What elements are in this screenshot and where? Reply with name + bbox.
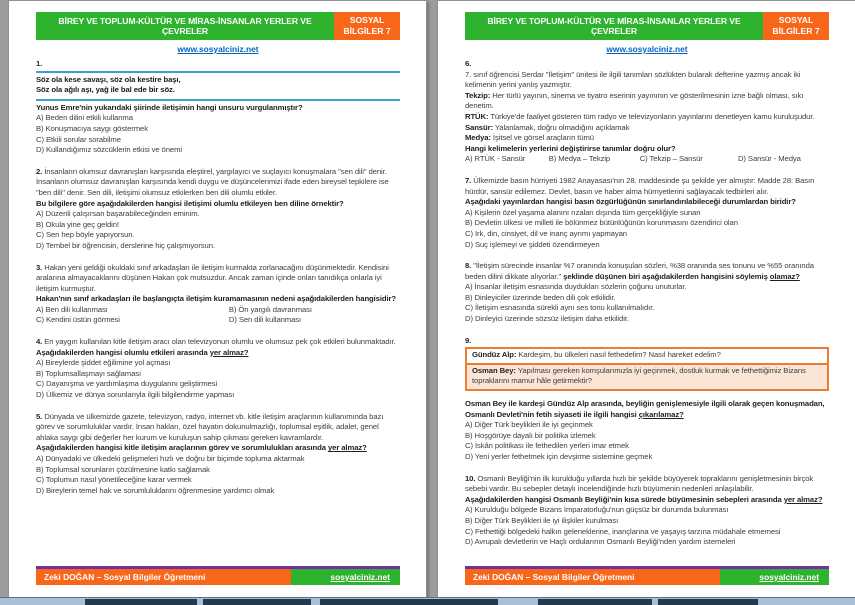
dialog-row: [467, 363, 827, 389]
text-span: "İletişim sürecinde insanlar %7 oranında konuşulan sözleri, %38 oranında ses tonunu ve %55 oranında beden dilini dikkate alıyorlar.": [465, 261, 814, 281]
course-badge-line1: SOSYAL: [349, 15, 385, 26]
text-span: 7.: [465, 175, 472, 185]
footer-row: [465, 569, 829, 585]
answer-option: D) Dinleyici üzerinde sözsüz iletişim daha etkilidir.: [465, 314, 629, 324]
poem-line: Söz ola kese savaşı, söz ola kestire başı,: [36, 74, 181, 84]
taskbar-button[interactable]: [203, 599, 311, 605]
question-paragraph: [36, 412, 400, 444]
text-span: şeklinde düşünen biri aşağıdakilerden hangisini söylemiş: [563, 271, 770, 281]
answer-option: D) Suç işlemeyi ve şiddeti özendirmeyen: [465, 239, 600, 249]
answer-option: B) Ön yargılı davranması: [228, 304, 312, 314]
options-list: [36, 209, 400, 251]
question-paragraph: [465, 91, 829, 112]
question-paragraph: [465, 261, 829, 282]
options-list: [465, 282, 829, 324]
answer-option: C) Kendini üstün görmesi: [36, 315, 120, 325]
poem-block: [36, 74, 400, 101]
answer-option: A) İnsanlar iletişim esnasında duydukları sözlerin çoğunu unuturlar.: [465, 282, 687, 292]
answer-option: A) Dünyadaki ve ülkedeki gelişmeleri hızlı ve doğru bir biçimde topluma aktarmak: [36, 454, 305, 463]
text-span: Osman Bey:: [472, 365, 518, 375]
answer-option: D) Sansür - Medya: [737, 154, 801, 164]
answer-option: D) Ülkemiz ve dünya sorunlarıyla ilgili bilgilendirme yapması: [36, 390, 235, 400]
answer-option: C) Etkili sorular sorabilme: [36, 134, 121, 144]
answer-option: C) Toplumun nasıl yönetileceğine karar vermek: [36, 475, 192, 485]
question: [465, 261, 829, 325]
answer-option: C) Tekzip – Sansür: [639, 154, 703, 164]
text-span: olamaz?: [769, 271, 800, 281]
questions-column: [465, 59, 829, 562]
text-span: Aşağıdakilerden hangisi kitle iletişim araçlarının görev ve sorumlulukları arasında: [36, 443, 328, 453]
question: [36, 412, 400, 497]
answer-option: C) Dayanışma ve yardımlaşma duygularını geliştirmesi: [36, 379, 218, 389]
question-paragraph: [36, 337, 400, 348]
options-list: [465, 154, 829, 165]
text-span: çıkarılamaz?: [638, 409, 684, 419]
answer-option: B) Toplumsal sorunların çözülmesine katkı sağlamak: [36, 464, 210, 474]
taskbar-button[interactable]: [85, 599, 197, 605]
question-paragraph: [465, 112, 829, 123]
text-span: Yapılması gereken komşularımızla iyi geçinmek, dostluk kurmak ve fethettiğimiz Bizans topraklarını mamur hâle getirmektir?: [472, 365, 806, 386]
page-footer: [36, 566, 400, 585]
text-span: 8.: [465, 261, 472, 271]
text-span: 3.: [36, 262, 43, 272]
website-link[interactable]: www.sosyalciniz.net: [177, 44, 259, 54]
course-badge-line2: BİLGİLER 7: [772, 26, 820, 36]
answer-option: C) Sen hep böyle yapıyorsun.: [36, 230, 135, 240]
text-span: Yalanlamak, doğru olmadığını açıklamak: [492, 122, 630, 132]
question: [465, 176, 829, 250]
text-span: Hakan yeni geldiği okuldaki sınıf arkadaşları ile iletişim kurmakta zorlanacağını düşünmektedir. Kendisini aralarına almayacaklarını düşünen Hakan çok mutsuzdur. Ancak zaman içinde onları tanıdıkça onlarla iyi iletişim kurmuştur.: [36, 262, 389, 293]
question-number: 9.: [465, 335, 472, 345]
question-paragraph: [465, 495, 829, 506]
question-paragraph: [36, 294, 400, 305]
answer-option: A) RTÜK - Sansür: [465, 154, 526, 164]
question-paragraph: [465, 144, 829, 155]
answer-option: B) Hoşgörüye dayalı bir politika izlemek: [465, 430, 596, 440]
question: [36, 59, 400, 156]
footer-site-link[interactable]: sosyalciniz.net: [720, 569, 829, 585]
questions-column: [36, 59, 400, 562]
course-badge-line1: SOSYAL: [778, 15, 814, 26]
answer-option: B) Toplumsallaşmayı sağlaması: [36, 368, 142, 378]
answer-option: A) Bireylerde şiddet eğilimine yol açması: [36, 358, 171, 368]
page-header: [465, 12, 829, 40]
question: [465, 336, 829, 463]
answer-option: A) Düzenli çalışırsan başarabileceğinden eminim.: [36, 209, 200, 219]
text-span: İnsanların olumsuz davranışları karşısında eleştirel, yargılayıcı ve suçlayıcı konuşmalara "sen dili" denir. İnsanların olumsuz davranışları karşısında kendi duygu ve düşüncelerimizi ifade eden bireysel tepkilere ise "ben dili" denir. Sen dili, iletişimi olumsuz etkilerken ben dili olumlu etkiler.: [36, 166, 389, 197]
text-span: 4.: [36, 337, 43, 347]
question-paragraph: [36, 167, 400, 199]
question: [465, 474, 829, 548]
answer-option: C) İletişim esnasında sürekli aynı ses tonu kullanılmalıdır.: [465, 303, 655, 313]
worksheet-page-2: [437, 0, 855, 598]
question: [36, 167, 400, 252]
page-footer: [465, 566, 829, 585]
text-span: İşitsel ve görsel araçların tümü: [490, 133, 594, 143]
question-paragraph: [36, 443, 400, 454]
taskbar-button[interactable]: [320, 599, 498, 605]
poem-line: Söz ola ağılı aşı, yağ ile bal ede bir söz.: [36, 85, 175, 95]
question-paragraph: [36, 348, 400, 359]
text-span: Türkiye'de faaliyet gösteren tüm radyo ve televizyonların yayınlarını denetleyen kamu kuruluşudur.: [488, 111, 815, 121]
course-badge: [763, 12, 829, 40]
options-list: [36, 305, 400, 326]
answer-option: D) Yeni yerler fethetmek için devşirme sistemine geçmek: [465, 452, 653, 461]
answer-option: B) Devletin ülkesi ve milleti ile bölünmez bütünlüğünün korunmasını özendirici olan: [465, 218, 738, 228]
question-number: 6.: [465, 59, 472, 68]
answer-option: A) Beden dilini etkili kullanma: [36, 113, 133, 123]
question: [36, 337, 400, 401]
text-span: yer almaz?: [209, 347, 249, 357]
question: [465, 59, 829, 165]
question-paragraph: [465, 133, 829, 144]
answer-option: B) Diğer Türk Beylikleri ile iyi ilişkiler kurulması: [465, 515, 619, 525]
unit-title-banner: BİREY VE TOPLUM-KÜLTÜR VE MİRAS-İNSANLAR YERLER VE ÇEVRELER: [36, 12, 334, 40]
text-span: 10.: [465, 473, 476, 483]
text-span: Osmanlı Beyliği'nin ilk kurulduğu yıllarda hızlı bir şekilde büyüyerek topraklarını genişletmesinin birçok sebebi vardır. Bu sebepler detaylı incelendiğinde hızlı büyümenin nedenleri anlaşılabilir.: [465, 473, 814, 494]
question-paragraph: [465, 176, 829, 197]
answer-option: D) Sen dili kullanması: [228, 315, 302, 325]
answer-option: D) Tembel bir öğrencisin, derslerine hiç çalışmıyorsun.: [36, 240, 215, 250]
worksheet-page-1: [8, 0, 427, 598]
options-list: [465, 208, 829, 250]
taskbar-button[interactable]: [538, 599, 652, 605]
options-list: [36, 358, 400, 400]
question-paragraph: [465, 399, 829, 420]
author-label: Zeki DOĞAN – Sosyal Bilgiler Öğretmeni: [36, 569, 291, 585]
question-paragraph: [36, 103, 400, 114]
footer-site-link[interactable]: sosyalciniz.net: [291, 569, 400, 585]
text-span: Tekzip:: [465, 90, 491, 100]
answer-option: A) Kişilerin özel yaşama alanını rızaları dışında tüm gerçekliğiyle sunan: [465, 207, 701, 217]
text-span: yer almaz?: [327, 443, 367, 453]
author-label: Zeki DOĞAN – Sosyal Bilgiler Öğretmeni: [465, 569, 720, 585]
website-link[interactable]: www.sosyalciniz.net: [606, 44, 688, 54]
answer-option: B) Okula yine geç geldin!: [36, 219, 119, 229]
text-span: RTÜK:: [465, 111, 489, 121]
text-span: Ülkemizde basın hürriyeti 1982 Anayasası'nın 28. maddesinde şu şekilde yer almıştır: Madde 28: Basın hürdür, sansür edilemez. Devlet, basın ve haber alma hürriyetlerini sağlayacak tedbirleri alır.: [465, 175, 815, 196]
text-span: Medya:: [465, 133, 491, 143]
footer-row: [36, 569, 400, 585]
text-span: 5.: [36, 411, 43, 421]
answer-option: A) Kurulduğu bölgede Bizans İmparatorluğu'nun güçsüz bir durumda bulunması: [465, 505, 729, 515]
answer-option: C) İskân politikası ile fethedilen yerleri imar etmek: [465, 441, 629, 451]
text-span: En yaygın kullanılan kitle iletişim aracı olan televizyonun olumlu ve olumsuz pek çok etkileri bulunmaktadır.: [42, 337, 396, 347]
question-paragraph: [465, 197, 829, 208]
question-paragraph: [465, 70, 829, 91]
course-badge-line2: BİLGİLER 7: [343, 26, 391, 36]
answer-option: C) Irk, din, cinsiyet, dil ve inanç ayrımı yapmayan: [465, 228, 627, 238]
options-list: [465, 420, 829, 462]
dialog-box: [465, 347, 829, 391]
text-span: Yunus Emre'nin yukarıdaki şiirinde iletişimin hangi unsuru vurgulanmıştır?: [36, 102, 303, 112]
question-paragraph: [36, 263, 400, 295]
answer-option: B) Konuşmacıya saygı göstermek: [36, 123, 148, 133]
text-span: Aşağıdakilerden hangisi Osmanlı Beyliği'nin kısa sürede büyümesinin sebepleri arasında: [465, 494, 784, 504]
text-span: Dünyada ve ülkemizde gazete, televizyon, radyo, internet vb. kitle iletişim araçlarının kullanımında bazı görev ve sorumluluklar vardır. İnsan hakları, özel hayatın dokunulmazlığı, toplumsal eşitlik, adalet, genel ahlaka saygı gibi değerler her kurum ve kuruluşun sahip çıkması gereken kavramlardır.: [36, 411, 384, 442]
taskbar-button[interactable]: [658, 599, 758, 605]
answer-option: B) Medya – Tekzip: [548, 154, 611, 164]
answer-option: A) Ben dili kullanması: [36, 304, 108, 314]
answer-option: D) Kullandığımız sözcüklerin etkisi ve önemi: [36, 145, 182, 155]
text-span: 7. sınıf öğrencisi Serdar "İletişim" ünitesi ile ilgili tanımları sözlükten bularak defterine yazmış ancak iki kelimenin yerini yanlış yazmıştır.: [465, 69, 801, 90]
unit-title-banner: BİREY VE TOPLUM-KÜLTÜR VE MİRAS-İNSANLAR YERLER VE ÇEVRELER: [465, 12, 763, 40]
page-header: [36, 12, 400, 40]
taskbar[interactable]: [0, 597, 855, 605]
question-paragraph: [465, 474, 829, 495]
pages-row: [8, 0, 855, 598]
text-span: Gündüz Alp:: [472, 350, 519, 360]
answer-option: C) Fethettiği bölgedeki halkın geleneklerine, inançlarına ve yaşayış tarzına müdahale etmemesi: [465, 526, 781, 536]
answer-option: B) Dinleyiciler üzerinde beden dili çok etkilidir.: [465, 292, 616, 302]
text-span: Aşağıdaki yayınlardan hangisi basın özgürlüğünün sınırlandırılabileceği durumlardan biridir?: [465, 197, 796, 207]
text-span: Hangi kelimelerin yerlerini değiştirirse tanımlar doğru olur?: [465, 143, 676, 153]
text-span: yer almaz?: [783, 494, 823, 504]
text-span: Her türlü yayının, sinema ve tiyatro eserinin yayınının ve gösterilmesinin izne bağlı olması, sıkı denetim.: [465, 90, 804, 111]
answer-option: D) Avrupalı devletlerin ve Haçlı ordularının Osmanlı Beyliği'nden yardım istemeleri: [465, 537, 736, 547]
question-paragraph: [36, 199, 400, 210]
answer-option: A) Diğer Türk beylikleri ile iyi geçinmek: [465, 420, 593, 430]
text-span: Osman Bey ile kardeşi Gündüz Alp arasında, beyliğin genişlemesiyle ilgili olarak geçen konuşmadan, Osmanlı Devleti'nin fetih siyaseti ile ilgili hangisi: [465, 399, 825, 419]
question-number: 1.: [36, 59, 400, 73]
question: [36, 263, 400, 327]
options-list: [36, 454, 400, 496]
answer-option: D) Bireylerin temel hak ve sorumluluklarını öğrenmesine yardımcı olmak: [36, 485, 275, 495]
text-span: Kardeşim, bu ülkeleri nasıl fethedelim? Nasıl hareket edelim?: [518, 350, 721, 360]
dialog-row: [467, 349, 827, 363]
question-paragraph: [465, 123, 829, 134]
text-span: 2.: [36, 166, 43, 176]
text-span: Sansür:: [465, 122, 493, 132]
text-span: Bu bilgilere göre aşağıdakilerden hangisi iletişimi olumlu etkileyen ben diline örnektir?: [36, 198, 344, 208]
text-span: Hakan'nın sınıf arkadaşları ile başlangıçta iletişim kuramamasının nedeni aşağıdakilerden hangisidir?: [36, 294, 397, 304]
options-list: [36, 113, 400, 155]
text-span: Aşağıdakilerden hangisi olumlu etkileri arasında: [36, 347, 210, 357]
options-list: [465, 505, 829, 547]
course-badge: [334, 12, 400, 40]
